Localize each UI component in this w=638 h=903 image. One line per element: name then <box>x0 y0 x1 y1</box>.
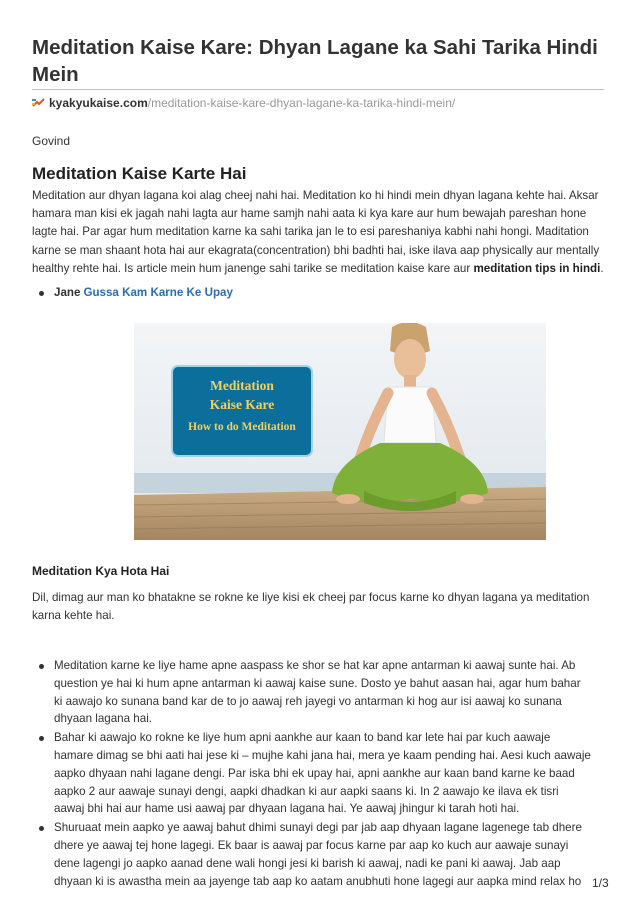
site-logo-icon <box>32 97 45 107</box>
list-item: Meditation karne ke liye hame apne aaspass ke shor se hat kar apne antarman ki aawaj sunte hai. Ab question ye hai ki hum apne antarman ki aawaj kaise sune. Dosto ye bahut aasan hai, agar hum bahar ki aawajo ko sunana band kar de to jo aawaj reh jayegi vo antarman ki hog aur isi aawaj ko sunana dhyaan lagana hai. <box>32 657 592 728</box>
related-list <box>32 284 592 302</box>
meditation-image <box>134 323 546 540</box>
intro-text: Meditation aur dhyan lagana koi alag cheej nahi hai. Meditation ko hi hindi mein dhyan lagana kehte hai. Aksar hamara man kisi ek jagah nahi lagta aur hame samjh nahi aata ki kya kare aur hum bewajah pareshan hone lagte hai. Par agar hum meditation karne ka sahi tarika jan le to esi pareshaniya kabhi nahi hongi. Maditation karne se man shaant hota hai aur ekagrata(concentration) bhi badhti hai, iske ilava aap physically aur mentally healthy rehte hai. Is article mein hum janenge sahi tarike se meditation kaise kare aur <box>32 189 600 275</box>
intro-paragraph <box>32 187 606 278</box>
image-line1: Meditation <box>210 378 274 393</box>
intro-end: . <box>600 261 604 275</box>
section-heading-kya-hota-hai: Meditation Kya Hota Hai <box>32 564 170 578</box>
intro-bold-text: meditation tips in hindi <box>473 261 601 275</box>
page-number: 1/3 <box>592 876 609 890</box>
gussa-kam-link[interactable]: Gussa Kam Karne Ke Upay <box>83 286 233 299</box>
explanation-list <box>32 657 592 891</box>
bullet-prefix: Jane <box>54 286 81 299</box>
list-item: Shuruaat mein aapko ye aawaj bahut dhimi sunayi degi par jab aap dhyaan lagane lagenege tab dhere dhere ye aawaj tej hone lagegi. Ek baar is aawaj par focus karne par aap ko kuch aur aawaje sunayi dene lagengi jo aapko aanad dene wali hongi jesi ki barish ki aawaj, nadi ke pani ki aawaj. Jab aap dhyaan ki is awastha mein aa jayenge tab aap ko aatam anubhuti hone lagegi aur aapka mind relax ho <box>32 819 592 890</box>
list-item <box>32 284 592 302</box>
source-path-link[interactable]: /meditation-kaise-kare-dhyan-lagane-ka-tarika-hindi-mein/ <box>147 96 456 110</box>
definition-paragraph: Dil, dimag aur man ko bhatakne se rokne ke liye kisi ek cheej par focus karne ko dhyan lagana ya meditation karna kehte hai. <box>32 591 590 623</box>
image-line3: How to do Meditation <box>188 421 296 433</box>
image-line2: Kaise Kare <box>209 397 275 412</box>
list-item: Bahar ki aawajo ko rokne ke liye hum apni aankhe aur kaan to band kar lete hai par kuch aawaje hamare dimag se bhi aati hai jese ki – mujhe kahi jana hai, mera ye kaam pending hai. Aesi kuch aawaje aapko dhyaan nahi lagane dengi. Par iska bhi ek upay hai, apni aankhe aur kaan band karne ke baad aapko 2 aur aawaje sunayi dengi, aapki dhadkan ki aur aapki saans ki. In 2 aawajo ke ilava ek tisri aawaj bhi hai aur hame usi aawaj par dhyaan lagana hai. Ye aawaj jhingur ki tarah hoti hai. <box>32 729 592 818</box>
author-name: Govind <box>32 134 71 148</box>
title-divider <box>32 89 604 90</box>
section-heading-karte-hai: Meditation Kaise Karte Hai <box>32 164 247 183</box>
meditation-illustration <box>134 323 546 540</box>
source-line <box>32 96 455 110</box>
source-domain-link[interactable]: kyakyukaise.com <box>49 96 148 110</box>
article-title: Meditation Kaise Kare: Dhyan Lagane ka Sahi Tarika Hindi Mein <box>32 36 598 86</box>
